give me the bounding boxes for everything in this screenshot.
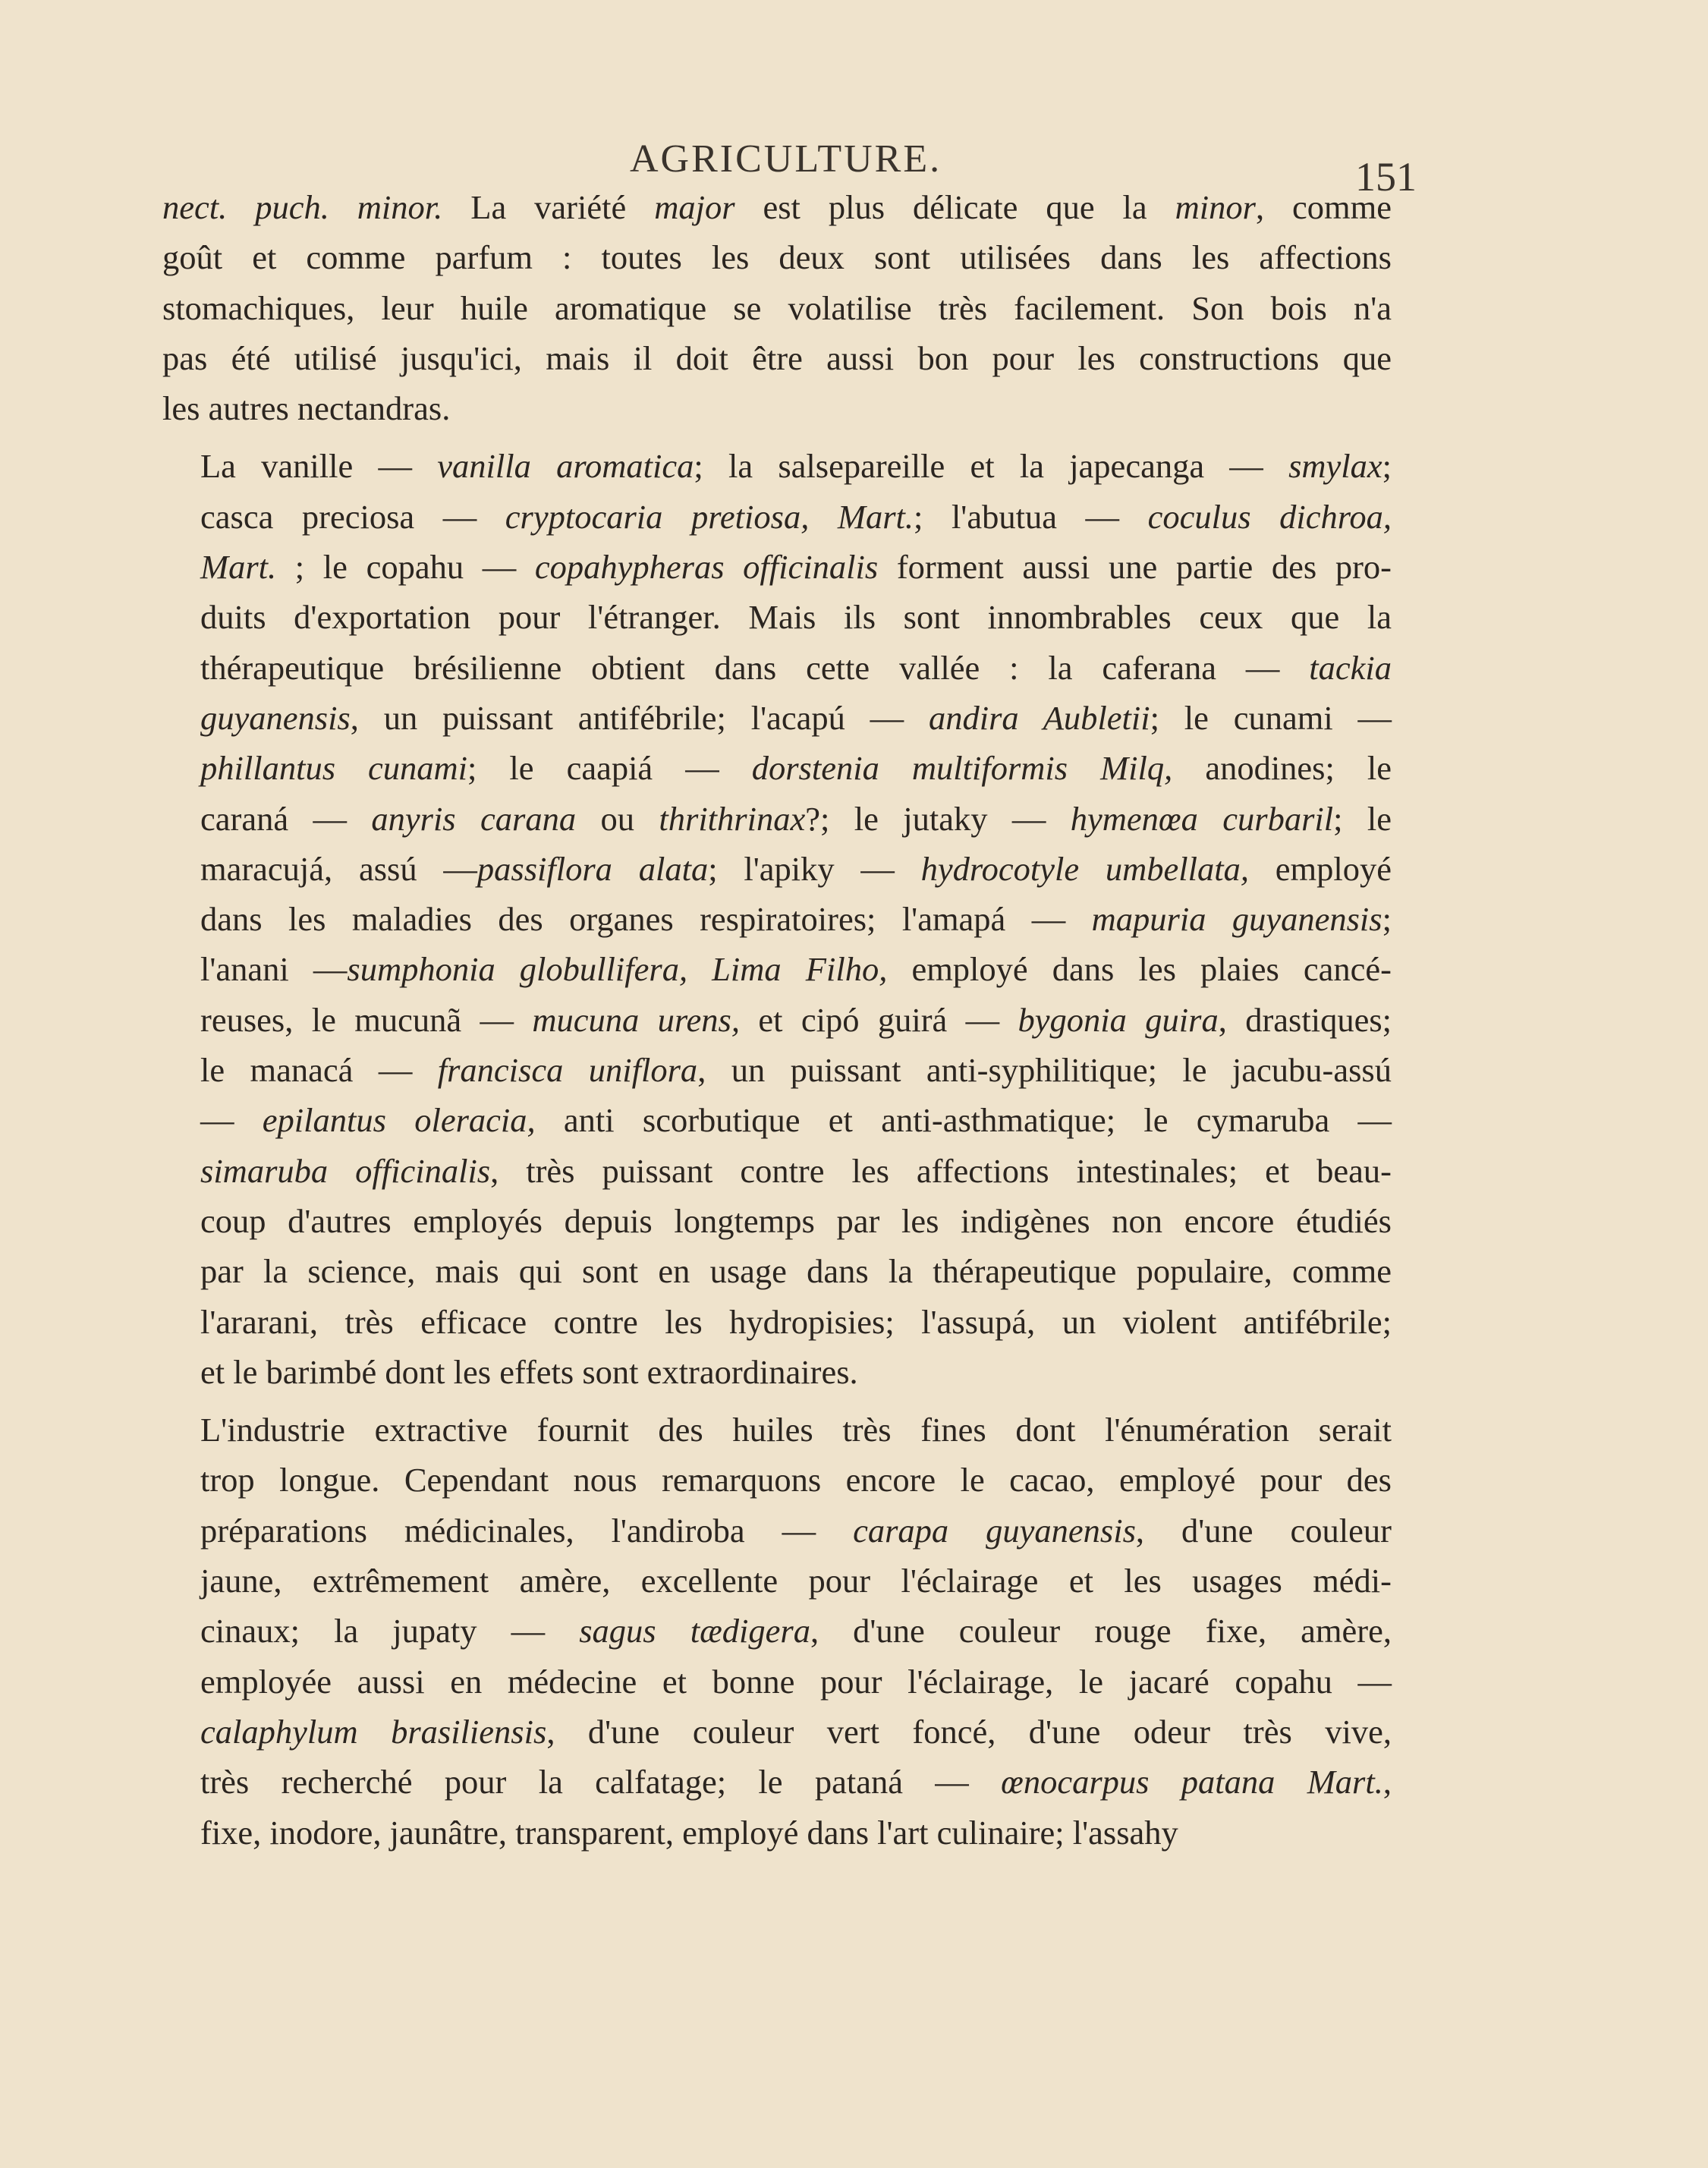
- text-run: ;: [1382, 900, 1392, 939]
- italic-term: simaruba officinalis: [200, 1151, 491, 1190]
- text-line: [162, 1196, 1392, 1246]
- text-line: [162, 844, 1392, 894]
- text-line: [162, 1297, 1392, 1347]
- text-run: stomachiques, leur huile aromatique se volatilise très facilement. Son bois n'a: [162, 288, 1392, 327]
- italic-term: minor: [1175, 188, 1256, 226]
- text-line: [162, 1657, 1392, 1707]
- text-line: [162, 283, 1392, 333]
- text-line: [162, 944, 1392, 994]
- text-run: ?; le jutaky —: [805, 799, 1071, 838]
- text-line: [162, 1246, 1392, 1296]
- text-line: [162, 1455, 1392, 1505]
- italic-term: dorstenia multiformis Milq,: [751, 749, 1173, 788]
- text-run: casca preciosa —: [200, 497, 505, 536]
- text-line: [162, 1045, 1392, 1095]
- italic-term: sagus tædigera: [579, 1612, 810, 1650]
- text-line: [162, 693, 1392, 743]
- text-line: [162, 1405, 1392, 1455]
- italic-term: bygonia guira: [1018, 1000, 1219, 1039]
- text-run: anodines; le: [1172, 749, 1392, 788]
- text-run: ; le copahu —: [276, 548, 535, 587]
- italic-term: Mart.: [200, 548, 277, 587]
- text-line: [162, 383, 1392, 433]
- italic-term: nect. puch. minor.: [162, 188, 443, 226]
- text-run: ;: [1382, 447, 1392, 486]
- italic-term: francisca uniflora: [437, 1051, 698, 1090]
- body-text: [162, 182, 1392, 1858]
- text-run: L'industrie extractive fournit des huiles très fines dont l'énumération serait: [200, 1411, 1392, 1449]
- text-run: préparations médicinales, l'andiroba —: [200, 1511, 854, 1550]
- text-line: [162, 1606, 1392, 1656]
- text-run: —: [200, 1101, 263, 1140]
- text-run: ; l'apiky —: [708, 849, 921, 888]
- italic-term: smylax: [1288, 447, 1382, 486]
- text-run: employé dans les plaies cancé-: [887, 950, 1392, 989]
- text-run: anti scorbutique et anti-asthmatique; le cymaruba —: [535, 1101, 1392, 1140]
- text-run: goût et comme parfum : toutes les deux sont utilisées dans les affections: [162, 238, 1392, 277]
- paragraph: [162, 441, 1392, 1397]
- italic-term: andira Aubletii: [929, 698, 1150, 737]
- text-run: , un puissant anti-syphilitique; le jacubu-assú: [697, 1051, 1392, 1090]
- text-run: est plus délicate que la: [734, 188, 1175, 226]
- text-line: [162, 1095, 1392, 1145]
- text-line: [162, 1808, 1392, 1858]
- text-run: duits d'exportation pour l'étranger. Mais ils sont innombrables ceux que la: [200, 598, 1392, 637]
- text-run: l'anani —: [200, 950, 348, 989]
- paragraph: [162, 1405, 1392, 1858]
- text-run: ou: [576, 799, 659, 838]
- running-title: AGRICULTURE.: [630, 137, 942, 181]
- text-line: [162, 542, 1392, 592]
- text-run: ,: [1382, 1763, 1392, 1801]
- italic-term: hymenœa curbaril: [1070, 799, 1334, 838]
- text-line: [162, 492, 1392, 542]
- italic-term: epilantus oleracia,: [262, 1101, 536, 1140]
- text-line: [162, 995, 1392, 1045]
- text-run: , d'une couleur rouge fixe, amère,: [810, 1612, 1392, 1650]
- italic-term: sumphonia globullifera, Lima Filho,: [347, 950, 888, 989]
- text-line: [162, 743, 1392, 793]
- text-run: La variété: [442, 188, 655, 226]
- text-run: dans les maladies des organes respiratoires; l'amapá —: [200, 900, 1092, 939]
- italic-term: œnocarpus patana Mart.: [1001, 1763, 1383, 1801]
- text-run: reuses, le mucunã —: [200, 1000, 533, 1039]
- text-line: [162, 1707, 1392, 1757]
- text-line: [162, 1757, 1392, 1807]
- text-line: [162, 1146, 1392, 1196]
- italic-term: hydrocotyle umbellata,: [920, 849, 1249, 888]
- text-line: [162, 182, 1392, 232]
- text-run: très recherché pour la calfatage; le pataná —: [200, 1763, 1002, 1801]
- text-run: ; le: [1333, 799, 1392, 838]
- italic-term: thrithrinax: [659, 799, 806, 838]
- text-run: par la science, mais qui sont en usage dans la thérapeutique populaire, comme: [200, 1252, 1392, 1291]
- italic-term: carapa guyanensis: [853, 1511, 1136, 1550]
- text-line: [162, 643, 1392, 693]
- text-run: , drastiques;: [1218, 1000, 1392, 1039]
- text-run: ; le cunami —: [1150, 698, 1392, 737]
- text-run: coup d'autres employés depuis longtemps par les indigènes non encore étudiés: [200, 1201, 1392, 1240]
- italic-term: vanilla aromatica: [437, 447, 694, 486]
- text-run: employée aussi en médecine et bonne pour l'éclairage, le jacaré copahu —: [200, 1662, 1392, 1701]
- italic-term: copahypheras officinalis: [534, 548, 879, 587]
- italic-term: major: [654, 188, 735, 226]
- text-run: pas été utilisé jusqu'ici, mais il doit être aussi bon pour les constructions que: [162, 338, 1392, 377]
- text-run: jaune, extrêmement amère, excellente pour l'éclairage et les usages médi-: [200, 1562, 1392, 1600]
- text-run: maracujá, assú —: [200, 849, 477, 888]
- text-line: [162, 1506, 1392, 1556]
- text-run: , d'une couleur vert foncé, d'une odeur très vive,: [546, 1712, 1392, 1751]
- italic-term: calaphylum brasiliensis: [200, 1712, 547, 1751]
- text-run: l'ararani, très efficace contre les hydropisies; l'assupá, un violent antifébrile;: [200, 1302, 1392, 1341]
- text-run: les autres nectandras.: [162, 389, 451, 428]
- text-run: ; le caapiá —: [467, 749, 752, 788]
- text-line: [162, 232, 1392, 282]
- text-run: , très puissant contre les affections intestinales; et beau-: [490, 1151, 1392, 1190]
- italic-term: cryptocaria pretiosa, Mart.: [505, 497, 914, 536]
- text-run: , d'une couleur: [1135, 1511, 1392, 1550]
- italic-term: tackia: [1309, 648, 1392, 687]
- text-run: fixe, inodore, jaunâtre, transparent, employé dans l'art culinaire; l'assahy: [200, 1813, 1178, 1852]
- text-run: , un puissant antifébrile; l'acapú —: [350, 698, 929, 737]
- text-run: , comme: [1255, 188, 1392, 226]
- text-line: [162, 1556, 1392, 1606]
- italic-term: mapuria guyanensis: [1091, 900, 1382, 939]
- text-run: employé: [1248, 849, 1392, 888]
- text-run: ; l'abutua —: [914, 497, 1148, 536]
- italic-term: mucuna urens,: [532, 1000, 740, 1039]
- text-line: [162, 894, 1392, 944]
- text-line: [162, 794, 1392, 844]
- italic-term: coculus dichroa,: [1147, 497, 1392, 536]
- text-run: La vanille —: [200, 447, 438, 486]
- text-run: thérapeutique brésilienne obtient dans cette vallée : la caferana —: [200, 648, 1310, 687]
- text-line: [162, 1347, 1392, 1397]
- text-run: ; la salsepareille et la japecanga —: [694, 447, 1289, 486]
- text-run: trop longue. Cependant nous remarquons encore le cacao, employé pour des: [200, 1461, 1392, 1499]
- italic-term: phillantus cunami: [200, 749, 468, 788]
- text-run: forment aussi une partie des pro-: [878, 548, 1392, 587]
- text-run: caraná —: [200, 799, 372, 838]
- text-line: [162, 441, 1392, 491]
- page-number: 151: [1355, 154, 1417, 200]
- italic-term: passiflora alata: [477, 849, 709, 888]
- text-run: le manacá —: [200, 1051, 438, 1090]
- italic-term: guyanensis: [200, 698, 351, 737]
- text-line: [162, 592, 1392, 642]
- text-line: [162, 333, 1392, 383]
- paragraph: [162, 182, 1392, 433]
- italic-term: anyris carana: [371, 799, 577, 838]
- text-run: cinaux; la jupaty —: [200, 1612, 580, 1650]
- text-run: et cipó guirá —: [739, 1000, 1018, 1039]
- text-run: et le barimbé dont les effets sont extraordinaires.: [200, 1352, 858, 1391]
